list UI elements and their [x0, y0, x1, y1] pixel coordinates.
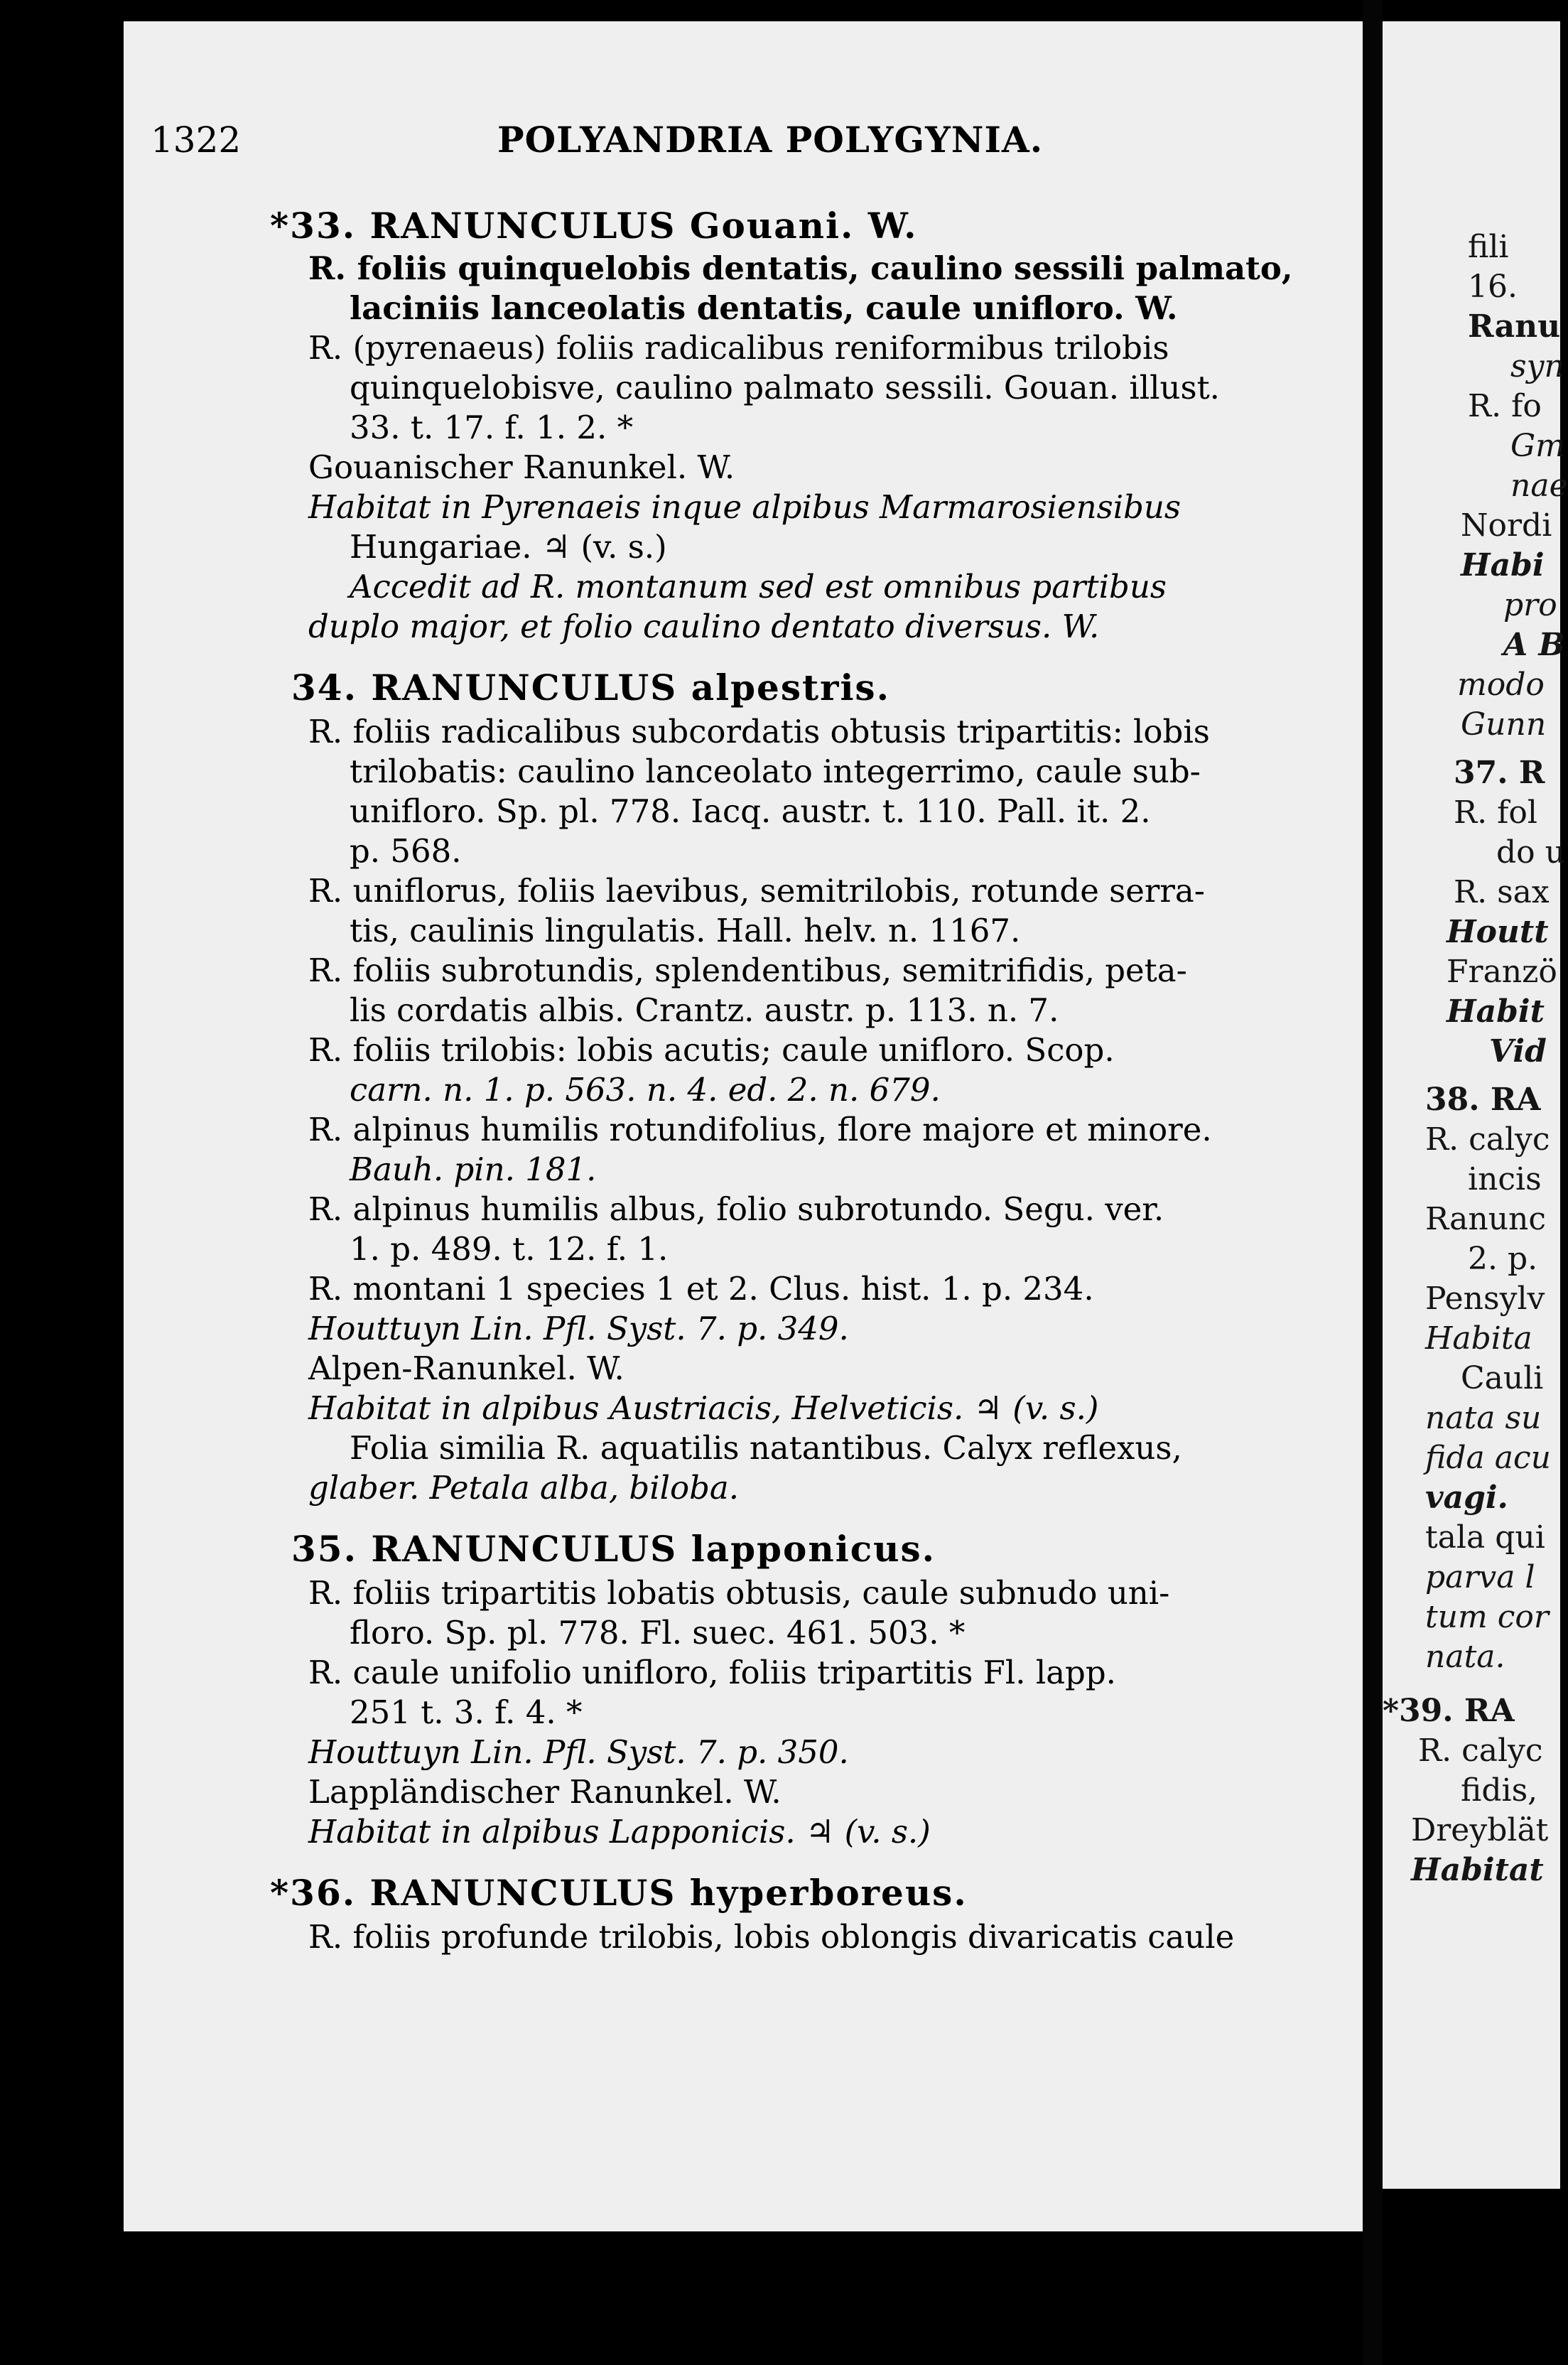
- right-line: Franzö: [1447, 954, 1557, 990]
- right-line: Habi: [1461, 547, 1545, 583]
- entry-heading: *33. RANUNCULUS Gouani. W.: [270, 205, 918, 247]
- text-line: R. foliis profunde trilobis, lobis oblongis divaricatis caule: [308, 1918, 1235, 1956]
- text-line: Habitat in Pyrenaeis inque alpibus Marmarosiensibus: [308, 488, 1182, 526]
- text-line: carn. n. 1. p. 563. n. 4. ed. 2. n. 679.: [350, 1071, 941, 1109]
- right-line: 37. R: [1454, 755, 1545, 791]
- text-line: Alpen-Ranunkel. W.: [308, 1349, 625, 1387]
- text-line: 33. t. 17. f. 1. 2. *: [350, 409, 634, 446]
- text-line: R. alpinus humilis albus, folio subrotundo. Segu. ver.: [308, 1190, 1164, 1228]
- right-line: tala qui: [1425, 1519, 1545, 1556]
- book-gutter: [1363, 0, 1383, 2365]
- text-line: R. foliis quinquelobis dentatis, caulino sessili palmato,: [308, 249, 1293, 287]
- text-line: Houttuyn Lin. Pfl. Syst. 7. p. 350.: [308, 1733, 849, 1771]
- text-line: R. alpinus humilis rotundifolius, flore majore et minore.: [308, 1111, 1212, 1148]
- right-line: do u: [1496, 834, 1565, 871]
- right-line: syn: [1510, 348, 1564, 384]
- text-line: Accedit ad R. montanum sed est omnibus partibus: [350, 568, 1167, 605]
- right-line: Dreyblät: [1411, 1812, 1549, 1848]
- entry-heading: 34. RANUNCULUS alpestris.: [291, 667, 890, 709]
- right-line: Nordi: [1461, 507, 1552, 544]
- entry-heading: 35. RANUNCULUS lapponicus.: [291, 1528, 936, 1570]
- text-line: 1. p. 489. t. 12. f. 1.: [350, 1230, 669, 1268]
- text-line: quinquelobisve, caulino palmato sessili. Gouan. illust.: [350, 369, 1220, 406]
- text-line: tis, caulinis lingulatis. Hall. helv. n. 1167.: [350, 912, 1021, 949]
- right-line: tum cor: [1425, 1599, 1549, 1635]
- right-line: A B: [1503, 627, 1565, 663]
- text-line: duplo major, et folio caulino dentato diversus. W.: [308, 608, 1100, 645]
- text-line: R. foliis radicalibus subcordatis obtusis tripartitis: lobis: [308, 713, 1210, 750]
- text-line: Habitat in alpibus Austriacis, Helveticis. ♃ (v. s.): [308, 1389, 1099, 1427]
- text-line: Bauh. pin. 181.: [350, 1151, 597, 1188]
- right-line: Vid: [1489, 1033, 1547, 1070]
- right-line: R. fol: [1454, 794, 1537, 831]
- right-line: fida acu: [1425, 1440, 1551, 1476]
- right-line: 2. p.: [1468, 1241, 1538, 1277]
- right-line: Cauli: [1461, 1360, 1544, 1396]
- text-line: Folia similia R. aquatilis natantibus. Calyx reflexus,: [350, 1429, 1182, 1467]
- text-line: Hungariae. ♃ (v. s.): [350, 528, 667, 566]
- text-line: R. caule unifolio unifloro, foliis tripartitis Fl. lapp.: [308, 1654, 1116, 1691]
- right-line: vagi.: [1425, 1480, 1508, 1516]
- text-line: R. foliis tripartitis lobatis obtusis, caule subnudo uni-: [308, 1574, 1170, 1612]
- right-line: Pensylv: [1425, 1281, 1545, 1317]
- text-line: glaber. Petala alba, biloba.: [308, 1469, 740, 1507]
- right-line: Habit: [1447, 993, 1545, 1030]
- text-line: R. foliis subrotundis, splendentibus, semitrifidis, peta-: [308, 952, 1187, 989]
- text-line: Lappländischer Ranunkel. W.: [308, 1773, 782, 1811]
- text-line: floro. Sp. pl. 778. Fl. suec. 461. 503. *: [350, 1614, 966, 1652]
- right-line: Gm: [1510, 428, 1565, 464]
- right-line: fidis,: [1461, 1772, 1538, 1809]
- entry-heading: *36. RANUNCULUS hyperboreus.: [270, 1872, 968, 1914]
- text-line: 251 t. 3. f. 4. *: [350, 1693, 583, 1731]
- right-line: R. calyc: [1418, 1733, 1543, 1769]
- right-line: pro: [1503, 587, 1557, 623]
- right-line: Houtt: [1447, 914, 1549, 950]
- text-line: trilobatis: caulino lanceolato integerrimo, caule sub-: [350, 753, 1201, 790]
- text-line: Houttuyn Lin. Pfl. Syst. 7. p. 349.: [308, 1310, 849, 1347]
- text-line: R. montani 1 species 1 et 2. Clus. hist. 1. p. 234.: [308, 1270, 1094, 1308]
- text-line: R. (pyrenaeus) foliis radicalibus reniformibus trilobis: [308, 329, 1169, 367]
- right-line: R. fo: [1468, 388, 1542, 424]
- right-line: R. calyc: [1425, 1121, 1550, 1158]
- right-line: Ranu: [1468, 308, 1561, 345]
- right-line: 16.: [1468, 269, 1518, 305]
- right-line: nata.: [1425, 1639, 1505, 1675]
- text-line: Habitat in alpibus Lapponicis. ♃ (v. s.): [308, 1813, 931, 1850]
- right-line: modo: [1457, 667, 1545, 703]
- right-line: nata su: [1425, 1400, 1542, 1436]
- right-line: parva l: [1425, 1559, 1535, 1595]
- text-line: lis cordatis albis. Crantz. austr. p. 113. n. 7.: [350, 991, 1059, 1029]
- text-line: R. foliis trilobis: lobis acutis; caule unifloro. Scop.: [308, 1031, 1115, 1069]
- running-title: POLYANDRIA POLYGYNIA.: [497, 119, 1044, 161]
- text-line: R. uniflorus, foliis laevibus, semitrilobis, rotunde serra-: [308, 872, 1205, 910]
- right-line: Gunn: [1461, 706, 1547, 743]
- right-line: 38. RA: [1425, 1082, 1541, 1118]
- right-line: *39. RA: [1383, 1693, 1515, 1729]
- right-line: nae: [1510, 468, 1568, 504]
- right-line: Habitat: [1411, 1852, 1544, 1888]
- right-line: fili: [1468, 229, 1509, 265]
- text-line: laciniis lanceolatis dentatis, caule unifloro. W.: [350, 289, 1178, 327]
- page-number: 1322: [151, 119, 242, 161]
- right-line: Ranunc: [1425, 1201, 1547, 1237]
- text-line: Gouanischer Ranunkel. W.: [308, 448, 735, 486]
- right-line: Habita: [1425, 1320, 1532, 1357]
- text-line: p. 568.: [350, 832, 462, 870]
- right-line: incis: [1468, 1161, 1542, 1197]
- right-line: R. sax: [1454, 874, 1550, 910]
- text-line: unifloro. Sp. pl. 778. Iacq. austr. t. 110. Pall. it. 2.: [350, 792, 1151, 830]
- right-page: [1383, 21, 1568, 2189]
